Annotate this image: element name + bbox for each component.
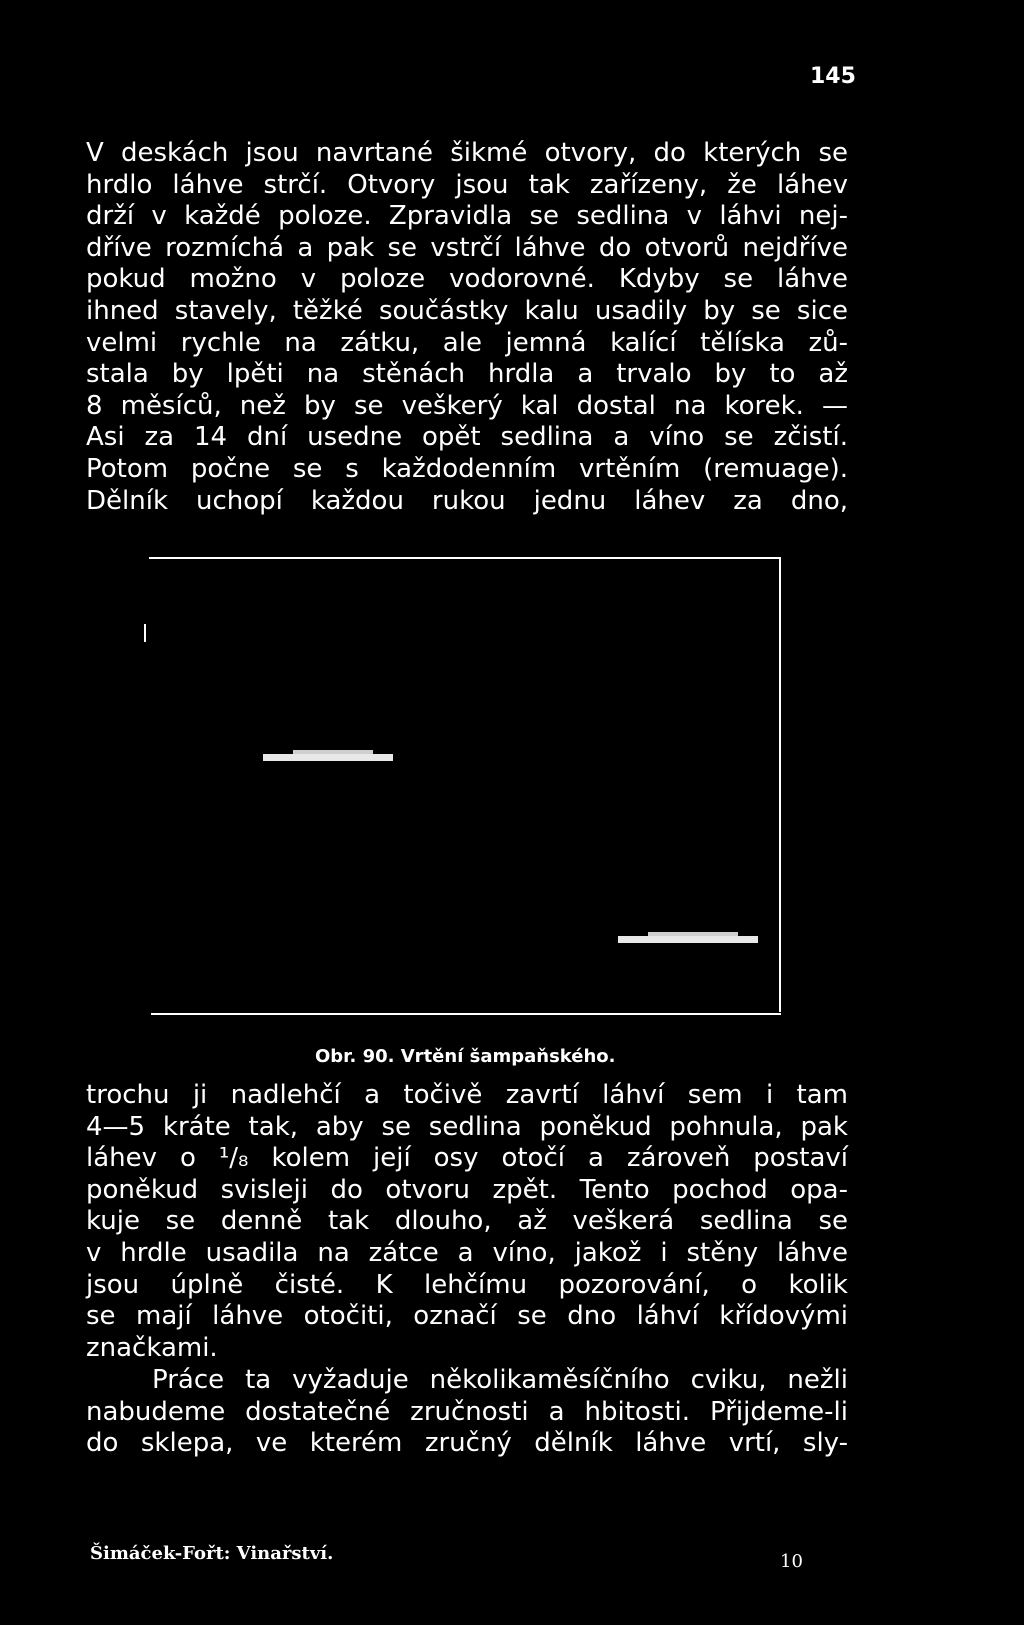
paragraph-3 (86, 1365, 848, 1460)
text-line: V deskách jsou navrtané šikmé otvory, do kterých se (86, 138, 848, 168)
text-line: kuje se denně tak dlouho, až veškerá sedlina se (86, 1206, 848, 1237)
text-line: Asi za 14 dní usedne opět sedlina a víno se zčistí. (86, 422, 848, 453)
bottle-neck-mark-lower (618, 936, 758, 943)
text-line: značkami. (86, 1332, 218, 1363)
text-line: ihned stavely, těžké součástky kalu usadily by se sice (86, 295, 848, 326)
text-line: hrdlo láhve strčí. Otvory jsou tak zařízeny, že láhev (86, 169, 848, 200)
figure-illustration (143, 556, 783, 1020)
page-number: 145 (810, 64, 856, 89)
text-line: nabudeme dostatečné zručnosti a hbitosti. Přijdeme-li (86, 1396, 848, 1427)
footer-signature-mark: 10 (780, 1551, 803, 1572)
text-line: poněkud svisleji do otvoru zpět. Tento pochod opa- (86, 1174, 848, 1205)
text-line: dříve rozmíchá a pak se vstrčí láhve do otvorů nejdříve (86, 232, 848, 263)
text-line: trochu ji nadlehčí a točivě zavrtí láhví sem i tam (86, 1080, 848, 1110)
text-line: pokud možno v poloze vodorovné. Kdyby se láhve (86, 264, 848, 295)
text-line: v hrdle usadila na zátce a víno, jakož i stěny láhve (86, 1237, 848, 1268)
paragraph-2 (86, 1080, 848, 1364)
text-line: láhev o ¹/₈ kolem její osy otočí a zároveň postaví (86, 1143, 848, 1174)
text-line: Dělník uchopí každou rukou jednu láhev za dno, (86, 485, 848, 516)
text-line: stala by lpěti na stěnách hrdla a trvalo by to až (86, 359, 848, 390)
footer-author: Šimáček-Fořt: Vinařství. (90, 1543, 334, 1564)
text-line: drží v každé poloze. Zpravidla se sedlina v láhvi nej- (86, 201, 848, 232)
figure-caption: Obr. 90. Vrtění šampaňského. (315, 1046, 616, 1067)
text-line: 8 měsíců, než by se veškerý kal dostal na korek. — (86, 390, 848, 421)
text-line: do sklepa, ve kterém zručný dělník láhve vrtí, sly- (86, 1428, 848, 1459)
text-line: Potom počne se s každodenním vrtěním (remuage). (86, 453, 848, 484)
bottle-neck-mark-upper (263, 754, 393, 761)
text-line: Práce ta vyžaduje několikaměsíčního cviku, nežli (152, 1365, 848, 1395)
text-line: 4—5 kráte tak, aby se sedlina poněkud pohnula, pak (86, 1111, 848, 1142)
text-line: jsou úplně čisté. K lehčímu pozorování, o kolik (86, 1269, 848, 1300)
paragraph-1 (86, 138, 848, 517)
text-line: se mají láhve otočiti, označí se dno láhví křídovými (86, 1301, 848, 1332)
text-line: velmi rychle na zátku, ale jemná kalící tělíska zů- (86, 327, 848, 358)
